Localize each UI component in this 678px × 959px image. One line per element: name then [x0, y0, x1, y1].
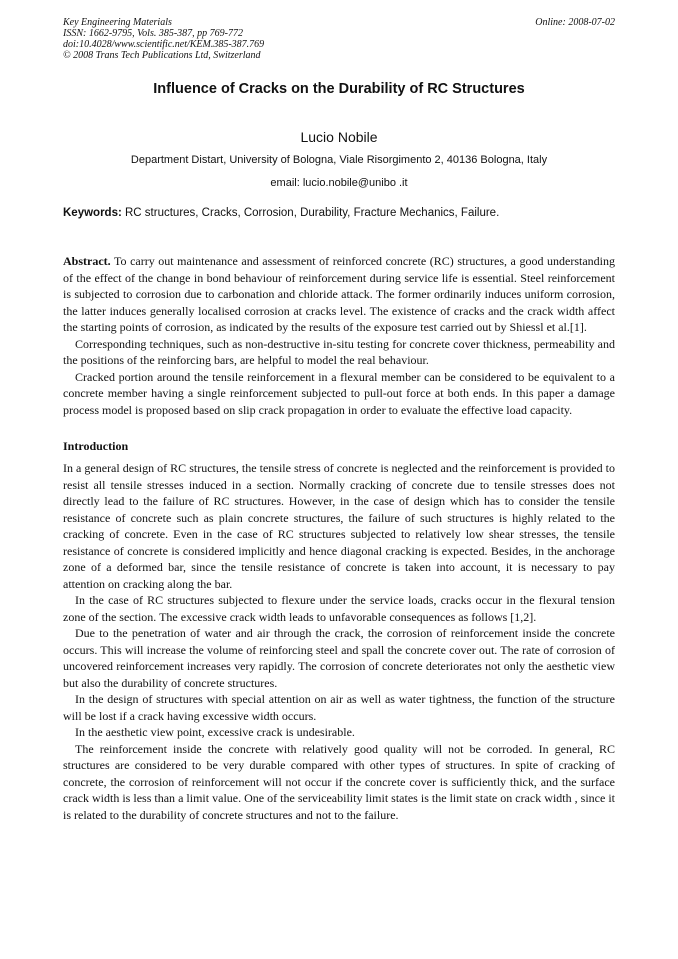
keywords-text: RC structures, Cracks, Corrosion, Durability, Fracture Mechanics, Failure.: [125, 207, 500, 219]
intro-paragraph-4: In the design of structures with special attention on air as well as water tightness, the function of the structure will be lost if a crack having excessive width occurs.: [63, 692, 615, 723]
abstract-text-3: Cracked portion around the tensile reinforcement in a flexural member can be considered to be equivalent to a concrete member having a single reinforcement subjected to pull-out force at both ends. In this paper a damage process model is proposed based on slip crack propagation in order to evaluate the effective load capacity.: [63, 369, 615, 417]
journal-header: [63, 17, 615, 61]
keywords: [63, 207, 615, 219]
online-date: Online: 2008-07-02: [535, 17, 615, 28]
abstract-paragraph: [63, 253, 615, 336]
intro-paragraph-6: The reinforcement inside the concrete with relatively good quality will not be corroded. In general, RC structures are considered to be very durable compared with other types of structures. In spite of cracking of concrete, the corrosion of reinforcement will not occur if the concrete cover is sufficiently thick, and the surface crack width is less than a limit value. One of the serviceability limit states is the limit state on crack width , since it is related to the durability of concrete structures and not to the failure.: [63, 741, 615, 822]
abstract: [63, 253, 615, 418]
paper-title: Influence of Cracks on the Durability of RC Structures: [153, 81, 525, 97]
intro-paragraph-5: In the aesthetic view point, excessive crack is undesirable.: [75, 725, 355, 739]
journal-name: Key Engineering Materials: [63, 17, 172, 28]
author-name: Lucio Nobile: [300, 129, 378, 145]
keywords-label: Keywords:: [63, 207, 122, 219]
journal-doi: doi:10.4028/www.scientific.net/KEM.385-387.769: [63, 39, 265, 50]
abstract-text-2: Corresponding techniques, such as non-destructive in-situ testing for concrete cover thickness, permeability and the positions of the reinforcing bars, are helpful to model the real behaviour.: [63, 336, 615, 367]
intro-paragraph-2: In the case of RC structures subjected to flexure under the service loads, cracks occur in the flexural tension zone of the section. The excessive crack width leads to unfavorable consequences as follows [1,2].: [63, 593, 615, 624]
abstract-label: Abstract.: [63, 254, 111, 268]
journal-copyright: © 2008 Trans Tech Publications Ltd, Switzerland: [63, 50, 261, 61]
introduction-body: [63, 460, 615, 823]
author-affiliation: Department Distart, University of Bologna, Viale Risorgimento 2, 40136 Bologna, Italy: [130, 154, 548, 166]
intro-paragraph-1: In a general design of RC structures, the tensile stress of concrete is neglected and the reinforcement is provided to resist all tensile stresses induced in a section. Normally cracking of concrete due to tensile stresses does not directly lead to the failure of RC structures. However, in the case of design which has to consider the tensile resistance of concrete such as plain concrete structures, the failure of such structures is highly related to the cracking of concrete. Even in the case of RC structures subjected to relatively low shear stresses, the tensile resistance of concrete is considered implicitly and hence diagonal cracking is expected. Besides, in the anchorage zone of a deformed bar, since the tensile resistance of concrete is taken into account, it is necessary to pay attention on cracking along the bar.: [63, 461, 615, 591]
intro-paragraph-3: Due to the penetration of water and air through the crack, the corrosion of reinforcement inside the concrete occurs. This will increase the volume of reinforcing steel and spall the concrete cover out. The rate of corrosion of uncovered reinforcement increases very rapidly. The corrosion of concrete deteriorates not only the aesthetic view but also the durability of concrete structures.: [63, 626, 615, 690]
abstract-text-1: To carry out maintenance and assessment of reinforced concrete (RC) structures, a good understanding of the effect of the change in bond behaviour of reinforcement during service life is essential. Steel reinforcement is subjected to corrosion due to carbonation and chloride attack. The former ordinarily induces uniform corrosion, the latter induces generally localised corrosion at cracks level. The existence of cracks and the crack width affect the starting points of corrosion, as indicated by the results of the exposure test carried out by Shiessl et al.[1].: [63, 254, 615, 334]
author-email: email: lucio.nobile@unibo .it: [270, 177, 408, 189]
journal-issn: ISSN: 1662-9795, Vols. 385-387, pp 769-772: [63, 28, 243, 39]
section-heading-introduction: Introduction: [63, 439, 129, 453]
